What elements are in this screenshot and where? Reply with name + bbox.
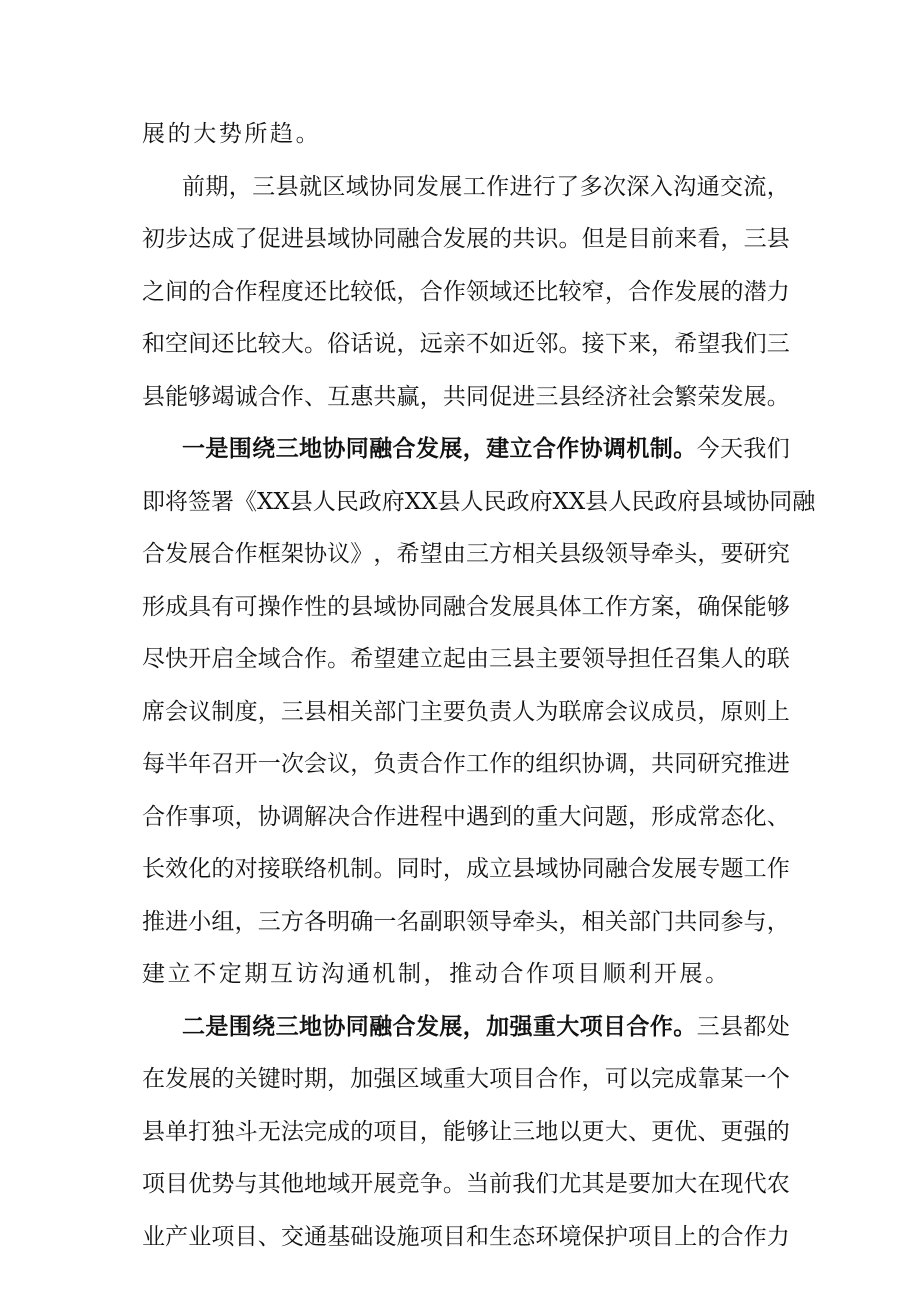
text-line: 推 进 小 组 ， 三 方 各 明 确 一 名 副 职 领 导 牵 头 ， 相 关 部 门 共 同 参 与 ， — [142, 908, 790, 935]
text-line: 席 会 议 制 度 ， 三 县 相 关 部 门 主 要 负 责 人 为 联 席 会 议 成 员 ， 原 则 上 — [142, 698, 790, 725]
text-line: 建 立 不 定 期 互 访 沟 通 机 制 ， 推 动 合 作 项 目 顺 利 开 展 。 — [142, 961, 729, 987]
text-line: 和 空 间 还 比 较 大 。 俗 话 说 ， 远 亲 不 如 近 邻 。 接 下 来 ， 希 望 我 们 三 — [142, 331, 790, 357]
text-line: 即 将 签 署 《 X X 县 人 民 政 府 X X 县 人 民 政 府 X X 县 人 民 政 府 县 域 协 同 融 — [142, 488, 816, 515]
text-line: 尽 快 开 启 全 域 合 作 。 希 望 建 立 起 由 三 县 主 要 领 导 担 任 召 集 人 的 联 — [142, 646, 790, 672]
text-line: 县 单 打 独 斗 无 法 完 成 的 项 目 ， 能 够 让 三 地 以 更 大 、 更 优 、 更 强 的 — [142, 1118, 790, 1145]
text-line: 二 是 围 绕 三 地 协 同 融 合 发 展 ， 加 强 重 大 项 目 合 作 。 三 县 都 处 — [182, 1012, 790, 1040]
text-line: 合 作 事 项 ， 协 调 解 决 合 作 进 程 中 遇 到 的 重 大 问 题 ， 形 成 常 态 化 、 — [142, 803, 790, 830]
text-line: 在 发 展 的 关 键 时 期 ， 加 强 区 域 重 大 项 目 合 作 ， 可 以 完 成 靠 某 一 个 — [142, 1066, 790, 1092]
text-line: 前 期 ， 三 县 就 区 域 协 同 发 展 工 作 进 行 了 多 次 深 入 沟 通 交 流 ， — [182, 173, 790, 200]
text-line: 形 成 具 有 可 操 作 性 的 县 域 协 同 融 合 发 展 具 体 工 作 方 案 ， 确 保 能 够 — [142, 593, 790, 620]
text-line: 业 产 业 项 目 、 交 通 基 础 设 施 项 目 和 生 态 环 境 保 护 项 目 上 的 合 作 力 — [142, 1223, 790, 1250]
text-line: 项 目 优 势 与 其 他 地 域 开 展 竞 争 。 当 前 我 们 尤 其 是 要 加 大 在 现 代 农 — [142, 1171, 790, 1197]
text-line: 合 发 展 合 作 框 架 协 议 》 ， 希 望 由 三 方 相 关 县 级 领 导 牵 头 ， 要 研 究 — [142, 541, 790, 567]
text-line: 一 是 围 绕 三 地 协 同 融 合 发 展 ， 建 立 合 作 协 调 机 制 。 今 天 我 们 — [182, 435, 790, 462]
text-line: 县 能 够 竭 诚 合 作 、 互 惠 共 赢 ， 共 同 促 进 三 县 经 济 社 会 繁 荣 发 展 。 — [142, 383, 790, 410]
text-line: 长 效 化 的 对 接 联 络 机 制 。 同 时 ， 成 立 县 域 协 同 融 合 发 展 专 题 工 作 — [142, 856, 790, 882]
text-line: 初 步 达 成 了 促 进 县 域 协 同 融 合 发 展 的 共 识 。 但 是 目 前 来 看 ， 三 县 — [142, 226, 790, 252]
text-line: 每 半 年 召 开 一 次 会 议 ， 负 责 合 作 工 作 的 组 织 协 调 ， 共 同 研 究 推 进 — [142, 751, 790, 777]
document-body — [142, 108, 816, 1263]
text-line: 展 的 大 势 所 趋 。 — [142, 121, 319, 147]
text-line: 之 间 的 合 作 程 度 还 比 较 低 ， 合 作 领 域 还 比 较 窄 ， 合 作 发 展 的 潜 力 — [142, 278, 790, 305]
